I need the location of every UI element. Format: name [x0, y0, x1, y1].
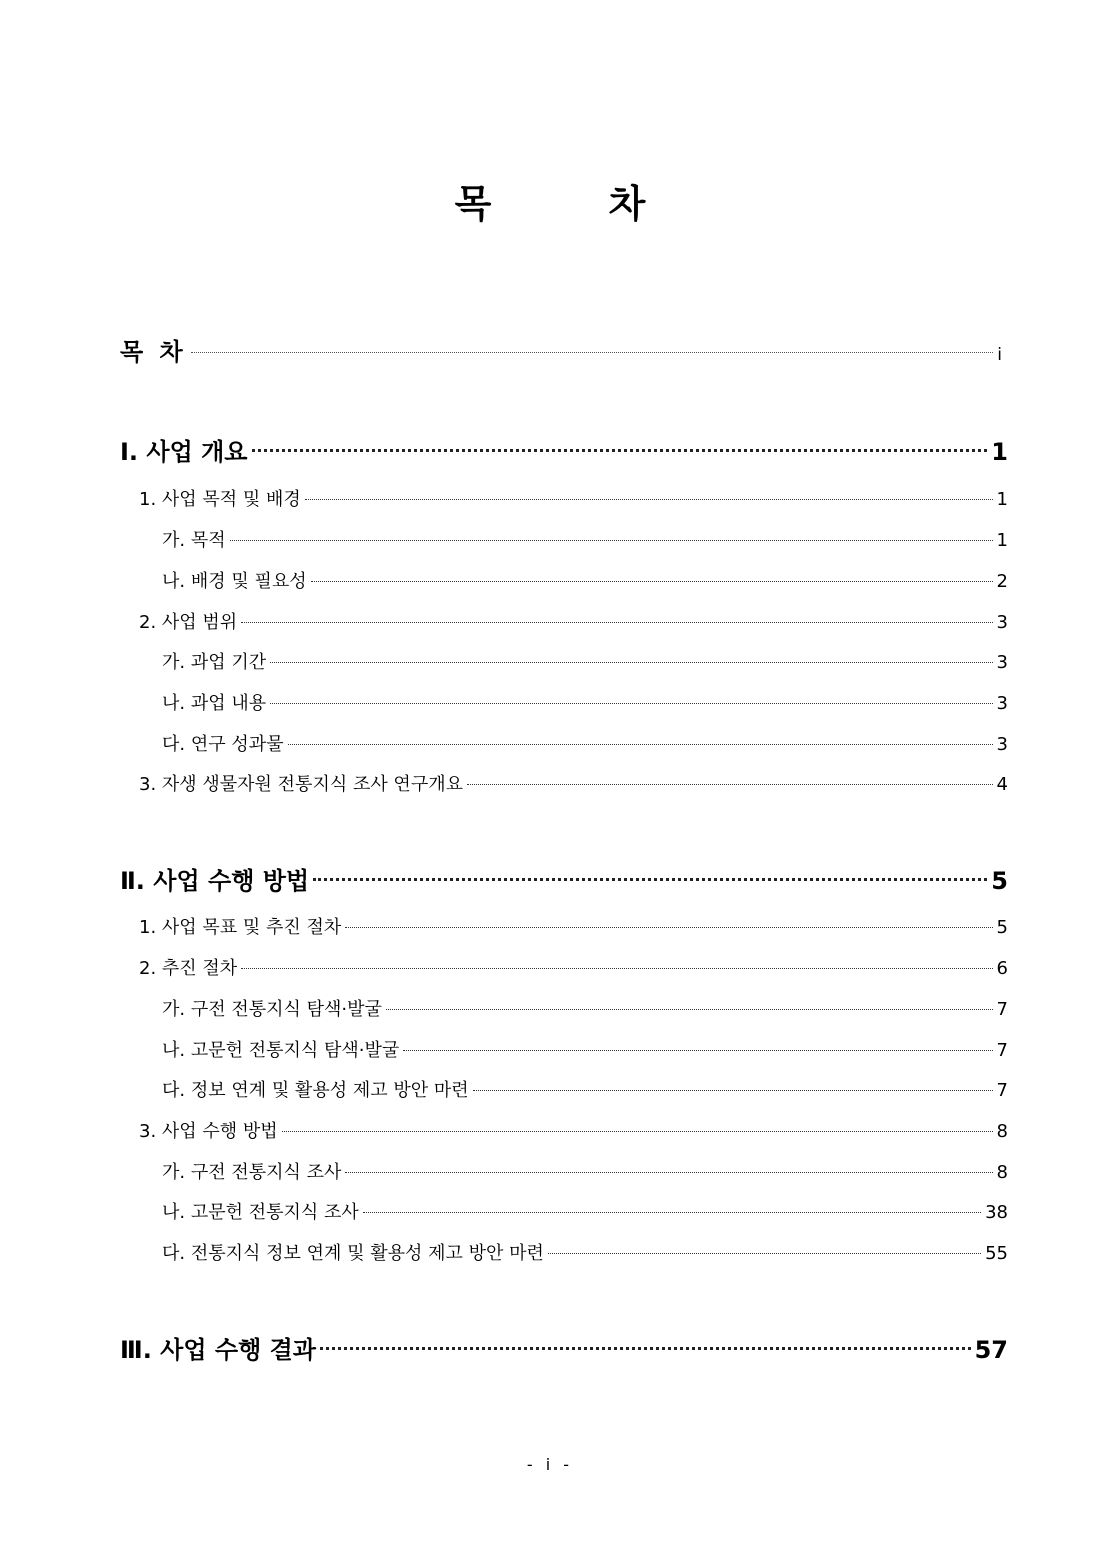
toc-entry-page: 5: [996, 917, 1008, 938]
dot-leader: [288, 744, 993, 745]
dot-leader: [548, 1253, 981, 1254]
dot-leader: [345, 1172, 992, 1173]
toc-entry-label: 3. 자생 생물자원 전통지식 조사 연구개요: [139, 774, 463, 795]
dot-leader: [473, 1090, 993, 1091]
toc-entry-label: 1. 사업 목적 및 배경: [139, 489, 301, 510]
toc-entry-label: 목 차: [120, 338, 187, 366]
dot-leader: [282, 1131, 993, 1132]
toc-entry[interactable]: [162, 995, 1008, 1021]
dot-leader: [230, 540, 993, 541]
toc-entry[interactable]: [162, 1036, 1008, 1062]
toc-entry-page: 6: [996, 958, 1008, 979]
toc-entry-page: 1: [991, 438, 1008, 466]
dot-leader: [345, 927, 992, 928]
toc-entry-page: 1: [996, 489, 1008, 510]
dot-leader: [467, 784, 993, 785]
toc-entry[interactable]: [139, 954, 1008, 980]
toc-entry-page: 7: [996, 1080, 1008, 1101]
toc-entry[interactable]: [120, 861, 1008, 896]
toc-entry[interactable]: [162, 567, 1008, 593]
page-title: 목 차: [454, 182, 698, 226]
toc-entry[interactable]: [162, 648, 1008, 674]
toc-entry-page: 3: [996, 612, 1008, 633]
toc-entry-label: 가. 목적: [162, 530, 226, 551]
dot-leader: [363, 1212, 981, 1213]
toc-entry[interactable]: [162, 1158, 1008, 1184]
toc-entry-label: 3. 사업 수행 방법: [139, 1121, 278, 1142]
toc-entry-label: 나. 과업 내용: [162, 693, 267, 714]
toc-entry-label: Ⅰ. 사업 개요: [120, 438, 248, 466]
toc-entry[interactable]: [162, 1239, 1008, 1265]
dot-leader: [403, 1050, 992, 1051]
toc-entry-page: 3: [996, 693, 1008, 714]
toc-entry-page: 2: [996, 571, 1008, 592]
toc-entry-label: 나. 배경 및 필요성: [162, 571, 307, 592]
toc-entry-page: 1: [996, 530, 1008, 551]
toc-entry-label: 나. 고문헌 전통지식 탐색·발굴: [162, 1040, 400, 1061]
toc-entry-label: 다. 연구 성과물: [162, 734, 284, 755]
toc-entry[interactable]: [162, 1198, 1008, 1224]
toc-entry-label: 2. 사업 범위: [139, 612, 238, 633]
dot-leader: [241, 968, 992, 969]
dot-leader: [311, 581, 993, 582]
toc-entry[interactable]: [162, 526, 1008, 552]
toc-entry-page: 5: [991, 867, 1008, 895]
toc-entry-label: 가. 과업 기간: [162, 652, 267, 673]
toc-entry[interactable]: [139, 485, 1008, 511]
toc-entry-page: 8: [996, 1162, 1008, 1183]
dot-leader: [305, 499, 993, 500]
dot-leader: [270, 703, 992, 704]
toc-entry-label: 가. 구전 전통지식 조사: [162, 1162, 342, 1183]
toc-entry-page: 55: [985, 1243, 1008, 1264]
toc-entry-page: 3: [996, 734, 1008, 755]
dot-leader: [320, 1347, 971, 1350]
toc-entry[interactable]: [139, 608, 1008, 634]
page-number-footer: - i -: [526, 1455, 574, 1474]
toc-entry-page: 7: [996, 999, 1008, 1020]
toc-entry[interactable]: [162, 1076, 1008, 1102]
toc-entry-label: Ⅱ. 사업 수행 방법: [120, 867, 310, 895]
toc-entry-page: 8: [996, 1121, 1008, 1142]
toc-entry[interactable]: [139, 913, 1008, 939]
toc-entry-label: 2. 추진 절차: [139, 958, 238, 979]
dot-leader: [191, 352, 994, 353]
dot-leader: [313, 878, 987, 881]
toc-entry[interactable]: [162, 689, 1008, 715]
toc-entry-page: 38: [985, 1202, 1008, 1223]
dot-leader: [386, 1009, 993, 1010]
toc-entry-page: 3: [996, 652, 1008, 673]
toc-entry[interactable]: [162, 730, 1008, 756]
toc-entry-label: 다. 정보 연계 및 활용성 제고 방안 마련: [162, 1080, 469, 1101]
toc-entry-label: 다. 전통지식 정보 연계 및 활용성 제고 방안 마련: [162, 1243, 544, 1264]
toc-entry[interactable]: [139, 1117, 1008, 1143]
toc-entry-label: 가. 구전 전통지식 탐색·발굴: [162, 999, 382, 1020]
toc-entry-label: 1. 사업 목표 및 추진 절차: [139, 917, 342, 938]
toc-entry[interactable]: [120, 1330, 1008, 1365]
dot-leader: [270, 662, 992, 663]
toc-entry[interactable]: [120, 332, 1008, 367]
toc-entry-page: i: [997, 345, 1002, 365]
toc-entry[interactable]: [139, 770, 1008, 796]
toc-entry-page: 7: [996, 1040, 1008, 1061]
toc-entry-label: 나. 고문헌 전통지식 조사: [162, 1202, 359, 1223]
toc-entry-page: 57: [974, 1336, 1008, 1364]
toc-entry[interactable]: [120, 432, 1008, 467]
toc-entry-page: 4: [996, 774, 1008, 795]
toc-entry-label: Ⅲ. 사업 수행 결과: [120, 1336, 316, 1364]
dot-leader: [241, 622, 992, 623]
dot-leader: [252, 449, 988, 452]
